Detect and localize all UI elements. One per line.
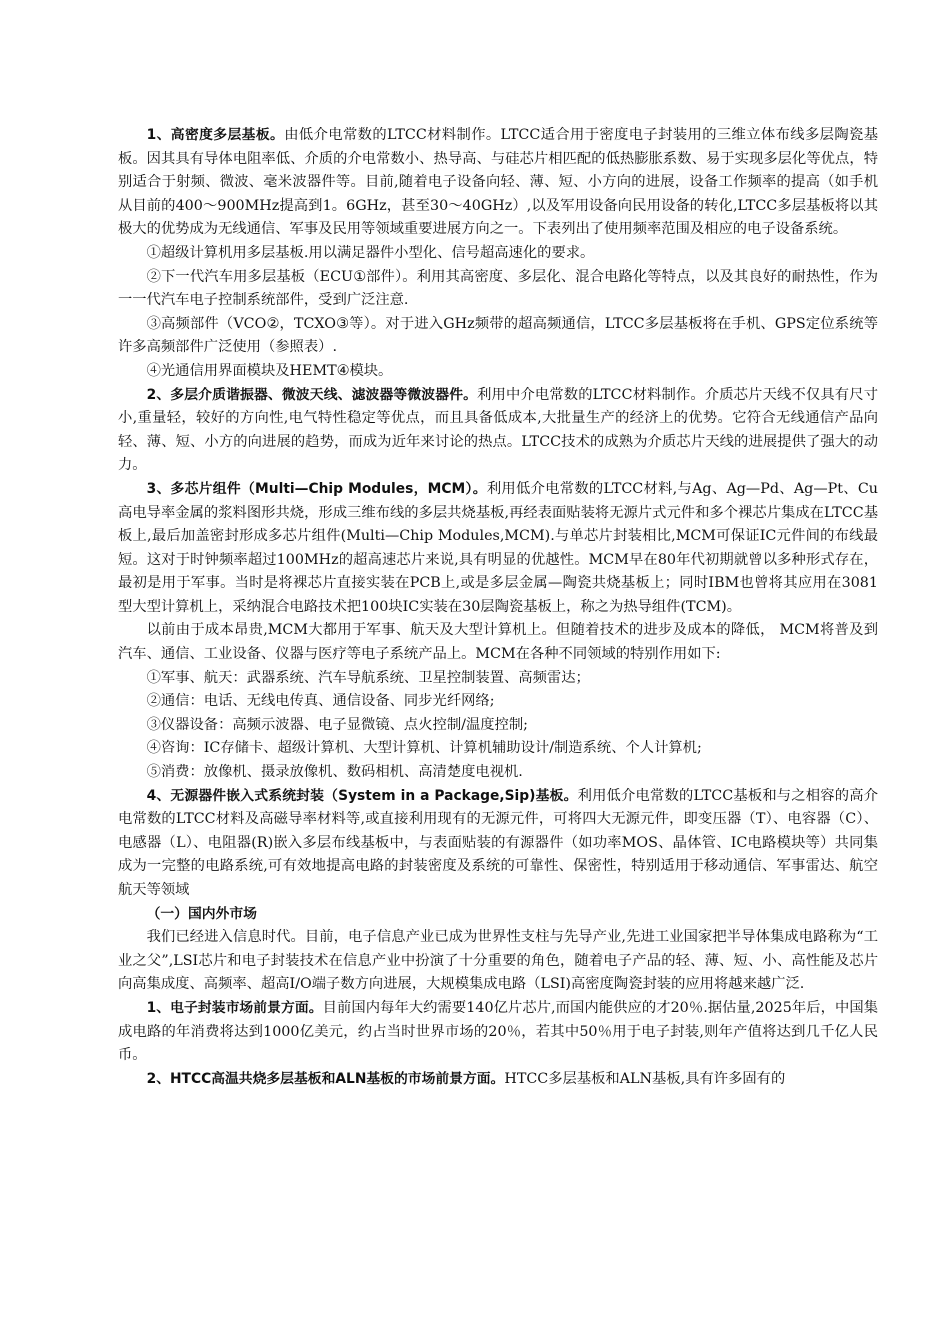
list-item-text: ②下一代汽车用多层基板（ECU①部件）。利用其高密度、多层化、混合电路化等特点，以及其良好的耐热性，作为一一代汽车电子控制系统部件，受到广泛注意. [118,268,878,309]
paragraph-text: 以前由于成本昂贵,MCM大都用于军事、航天及大型计算机上。但随着技术的进步及成本的降低， MCM将普及到汽车、通信、工业设备、仪器与医疗等电子系统产品上。MCM在各种不同领域的特别作用如下: [118,622,878,663]
subsection-heading-text: （一）国内外市场 [146,905,257,922]
section-4-paragraph [118,785,878,903]
document-page [118,124,878,1091]
list-item-text: ②通信：电话、无线电传真、通信设备、同步光纤网络; [146,693,495,710]
list-item-text: ⑤消费：放像机、摄录放像机、数码相机、高清楚度电视机. [146,764,523,781]
section-3-title: 3、多芯片组件（Multi—Chip Modules，MCM）。 [146,480,487,497]
section-2-body: 利用中介电常数的LTCC材料制作。介质芯片天线不仅具有尺寸小,重量轻，较好的方向性,电气特性稳定等优点，而且具备低成本,大批量生产的经济上的优势。它符合无线通信产品向轻、薄、短、小方的向进展的趋势，而成为近年来讨论的热点。LTCC技术的成熟为介质芯片天线的进展提供了强大的动力。 [118,386,878,474]
list-item-text: ③高频部件（VCO②，TCXO③等）。对于进入GHz频带的超高频通信，LTCC多层基板将在手机、GPS定位系统等许多高频部件广泛使用（参照表）. [118,315,878,356]
paragraph-text: 我们已经进入信息时代。目前，电子信息产业已成为世界性支柱与先导产业,先进工业国家把半导体集成电路称为“工业之父”,LSI芯片和电子封装技术在信息产业中扮演了十分重要的角色，随着电子产品的轻、薄、短、小、高性能及芯片向高集成度、高频率、超高I/O端子数方向进展，大规模集成电路（LSI)高密度陶瓷封装的应用将越来越广泛. [118,929,878,993]
section-4-title: 4、无源器件嵌入式系统封装（System in a Package,Sip)基板。 [146,787,578,804]
section-1-title: 1、高密度多层基板。 [146,127,285,143]
list-item-text: ④咨询：IC存储卡、超级计算机、大型计算机、计算机辅助设计/制造系统、个人计算机; [146,740,702,757]
market-2-body: HTCC多层基板和ALN基板,具有许多固有的 [504,1070,786,1087]
list-item [118,714,878,738]
list-item [118,737,878,761]
market-1-title: 1、电子封装市场前景方面。 [146,999,323,1016]
list-item-text: ③仪器设备：高频示波器、电子显微镜、点火控制/温度控制; [146,716,528,733]
list-item [118,690,878,714]
list-item-text: ④光通信用界面模块及HEMT④模块。 [146,362,393,379]
subsection-heading [118,903,878,927]
market-2-title: 2、HTCC高温共烧多层基板和ALN基板的市场前景方面。 [146,1070,505,1087]
section-3-body: 利用低介电常数的LTCC材料,与Ag、Ag—Pd、Ag—Pt、Cu高电导率金属的浆料图形共烧，形成三维布线的多层共烧基板,再经表面贴装将无源片式元件和多个裸芯片集成在LTCC基板上,最后加盖密封形成多芯片组件(Multi—Chip Modules,MCM).与单芯片封装相比,MCM可保证IC元件间的布线最短。这对于时钟频率超过100MHz的超高速芯片来说,具有明显的优越性。MCM早在80年代初期就曾以多种形式存在，最初是用于军事。当时是将裸芯片直接实装在PCB上,或是多层金属—陶瓷共烧基板上；同时IBM也曾将其应用在3081型大型计算机上，采纳混合电路技术把100块IC实装在30层陶瓷基板上，称之为热导组件(TCM)。 [118,480,879,615]
list-item [118,360,878,384]
section-2-paragraph [118,384,878,478]
market-2-paragraph [118,1068,878,1092]
list-item [118,313,878,360]
list-item [118,761,878,785]
list-item [118,667,878,691]
list-item [118,266,878,313]
section-2-title: 2、多层介质谐振器、微波天线、滤波器等微波器件。 [146,386,478,403]
paragraph [118,926,878,997]
list-item-text: ①超级计算机用多层基板.用以满足器件小型化、信号超高速化的要求。 [146,244,595,261]
market-1-body: 目前国内每年大约需要140亿片芯片,而国内能供应的才20％.据估量,2025年后，中国集成电路的年消费将达到1000亿美元，约占当时世界市场的20％，若其中50％用于电子封装,则年产值将达到几千亿人民币。 [118,999,878,1064]
paragraph [118,619,878,666]
section-1-body: 由低介电常数的LTCC材料制作。LTCC适合用于密度电子封装用的三维立体布线多层陶瓷基板。因其具有导体电阻率低、介质的介电常数小、热导高、与硅芯片相匹配的低热膨胀系数、易于实现多层化等优点，特别适合于射频、微波、毫米波器件等。目前,随着电子设备向轻、薄、短、小方向的进展，设备工作频率的提高（如手机从目前的400～900MHz提高到1。6GHz，甚至30～40GHz）,以及军用设备向民用设备的转化,LTCC多层基板将以其极大的优势成为无线通信、军事及民用等领域重要进展方向之一。下表列出了使用频率范围及相应的电子设备系统。 [118,127,878,238]
list-item-text: ①军事、航天：武器系统、汽车导航系统、卫星控制装置、高频雷达； [146,669,590,686]
market-1-paragraph [118,997,878,1068]
list-item [118,242,878,266]
section-3-paragraph [118,478,878,620]
section-4-body: 利用低介电常数的LTCC基板和与之相容的高介电常数的LTCC材料及高磁导率材料等,或直接利用现有的无源元件，可将四大无源元件，即变压器（T）、电容器（C）、电感器（L）、电阻器(R)嵌入多层布线基板中，与表面贴装的有源器件（如功率MOS、晶体管、IC电路模块等）共同集成为一完整的电路系统,可有效地提高电路的封装密度及系统的可靠性、保密性，特别适用于移动通信、军事雷达、航空航天等领域 [118,787,878,898]
section-1-paragraph [118,124,878,242]
